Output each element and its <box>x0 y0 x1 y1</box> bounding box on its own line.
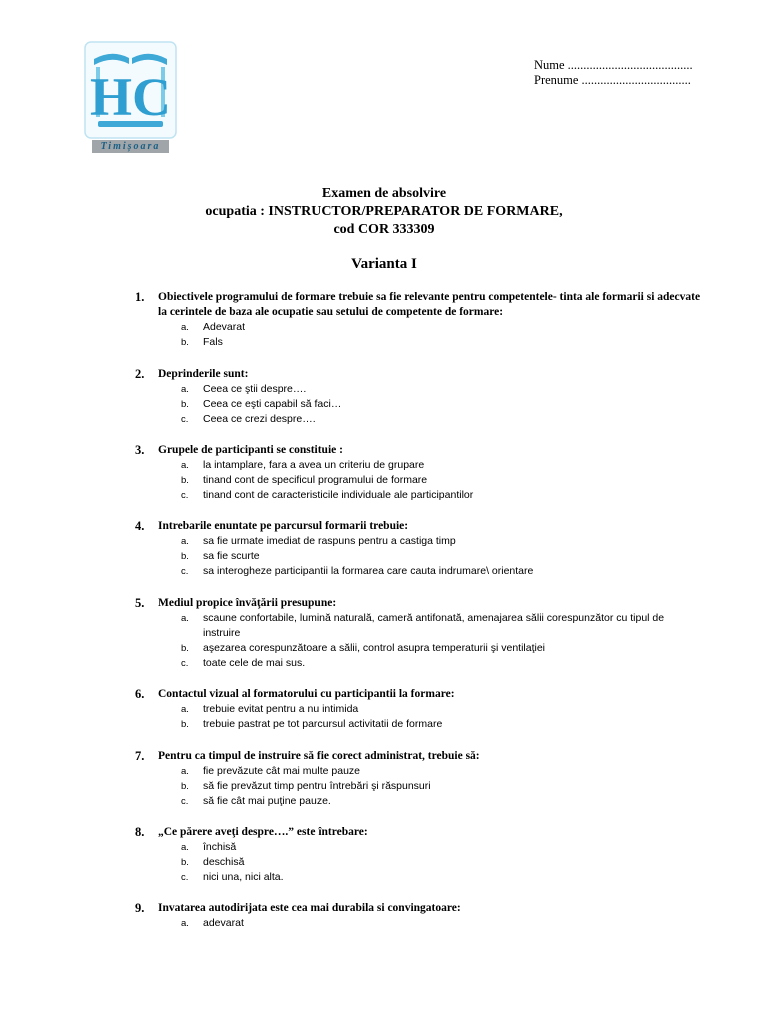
question-number: 4. <box>135 519 145 533</box>
option-list <box>0 840 768 885</box>
option-list <box>0 611 768 671</box>
option-list <box>0 534 768 579</box>
option-a: a. Ceea ce ştii despre…. <box>181 383 307 395</box>
question-6 <box>0 687 768 732</box>
title-line-2: ocupatia : INSTRUCTOR/PREPARATOR DE FORMARE, <box>205 204 563 219</box>
question-number: 3. <box>135 443 145 457</box>
svg-text:HC: HC <box>90 67 171 127</box>
question-number: 8. <box>135 825 145 839</box>
option-b: b. tinand cont de specificul programului de formare <box>181 474 428 486</box>
question-text: Intrebarile enuntate pe parcursul formarii trebuie: <box>158 520 409 532</box>
question-number: 5. <box>135 596 145 610</box>
option-a: a. scaune confortabile, lumină naturală, cameră antifonată, amenajarea sălii corespunzător cu tipul de instruire <box>181 612 665 639</box>
option-list <box>0 702 768 732</box>
option-b: b. sa fie scurte <box>181 550 260 562</box>
question-4 <box>0 519 768 579</box>
option-b: b. deschisă <box>181 856 245 868</box>
question-text: Pentru ca timpul de instruire să fie corect administrat, trebuie să: <box>158 750 480 762</box>
question-text: „Ce părere aveţi despre….” este întrebare: <box>158 826 368 838</box>
name-line: Nume ........................................ <box>534 58 693 72</box>
question-number: 7. <box>135 749 145 763</box>
option-b: b. aşezarea corespunzătoare a sălii, control asupra temperaturii şi ventilaţiei <box>181 642 546 654</box>
option-b: b. să fie prevăzut timp pentru întrebări şi răspunsuri <box>181 780 431 792</box>
option-c: c. nici una, nici alta. <box>181 871 284 883</box>
option-a: a. închisă <box>181 841 237 853</box>
question-text: Mediul propice învăţării presupune: <box>158 597 337 609</box>
question-number: 2. <box>135 367 145 381</box>
question-number: 1. <box>135 290 145 304</box>
question-1 <box>0 290 768 350</box>
exam-title <box>0 185 768 273</box>
hc-timisoara-logo <box>84 41 177 156</box>
option-a: a. Adevarat <box>181 321 246 333</box>
option-c: c. tinand cont de caracteristicile individuale ale participantilor <box>181 489 474 501</box>
title-line-3: cod COR 333309 <box>333 222 435 237</box>
question-2 <box>0 367 768 427</box>
question-text: Invatarea autodirijata este cea mai durabila si convingatoare: <box>158 902 461 914</box>
student-info <box>534 58 693 88</box>
question-text: Deprinderile sunt: <box>158 368 249 380</box>
option-list <box>0 458 768 503</box>
option-c: c. să fie cât mai puţine pauze. <box>181 795 331 807</box>
surname-line: Prenume ................................... <box>534 73 691 87</box>
question-text: Contactul vizual al formatorului cu participantii la formare: <box>158 688 455 700</box>
option-list <box>0 916 768 931</box>
option-a: a. fie prevăzute cât mai multe pauze <box>181 765 360 777</box>
option-c: c. Ceea ce crezi despre…. <box>181 413 316 425</box>
question-8 <box>0 825 768 885</box>
question-3 <box>0 443 768 503</box>
option-a: a. adevarat <box>181 917 244 929</box>
question-number: 9. <box>135 901 145 915</box>
question-list <box>0 290 768 931</box>
option-b: b. trebuie pastrat pe tot parcursul activitatii de formare <box>181 718 443 730</box>
question-7 <box>0 749 768 809</box>
title-line-1: Examen de absolvire <box>321 186 447 201</box>
question-text: Grupele de participanti se constituie : <box>158 444 343 456</box>
option-c: c. toate cele de mai sus. <box>181 657 306 669</box>
question-number: 6. <box>135 687 145 701</box>
option-a: a. sa fie urmate imediat de raspuns pentru a castiga timp <box>181 535 456 547</box>
variant-label: Varianta I <box>351 256 417 272</box>
option-c: c. sa interogheze participantii la formarea care cauta indrumare\ orientare <box>181 565 534 577</box>
logo-caption: Timișoara <box>100 141 161 152</box>
question-5 <box>0 596 768 671</box>
option-list <box>0 320 768 350</box>
option-list <box>0 382 768 427</box>
option-a: a. la intamplare, fara a avea un criteriu de grupare <box>181 459 425 471</box>
option-list <box>0 764 768 809</box>
question-9 <box>0 901 768 931</box>
option-a: a. trebuie evitat pentru a nu intimida <box>181 703 359 715</box>
option-b: b. Ceea ce eşti capabil să faci… <box>181 398 342 410</box>
option-b: b. Fals <box>181 336 223 348</box>
question-text: Obiectivele programului de formare trebuie sa fie relevante pentru competentele- tinta ale formarii si adecvate la cerintele de baza ale ocupatie sau setului de competente de formare: <box>158 291 701 318</box>
